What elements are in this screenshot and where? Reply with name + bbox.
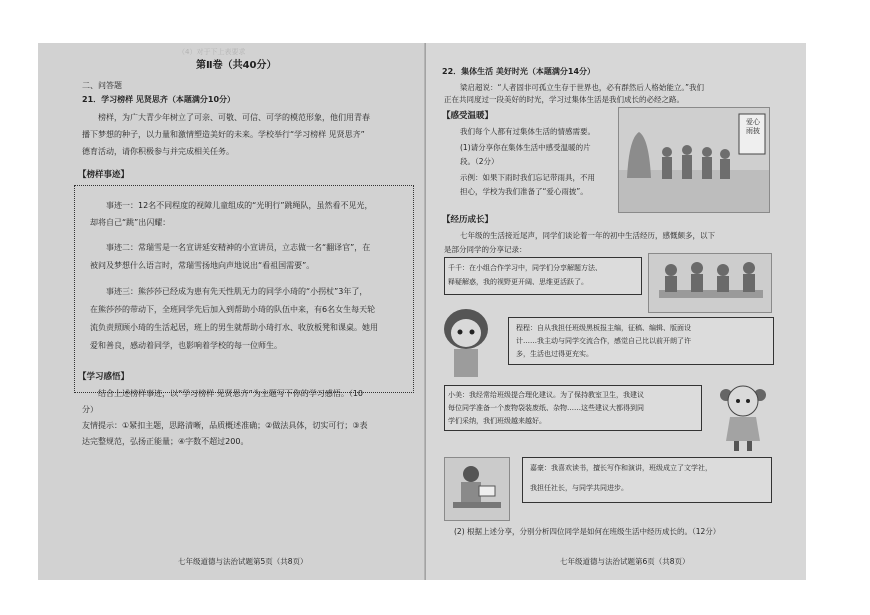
- pigtail-girl-drawing: [718, 379, 768, 453]
- part-title: 第Ⅱ卷（共40分）: [196, 60, 277, 71]
- deed-3-line: 流负责照顾小琦的生活起居，班上的男生就帮助小琦打水、收放板凳和课桌。她用: [90, 323, 378, 332]
- exam-sheet: [38, 43, 806, 580]
- example-line: 担心，学校为我们准备了“爱心雨披”。: [460, 187, 588, 196]
- faded-bleed-text: （4）对于下上表要求: [178, 48, 246, 56]
- deed-1-line: 却将自己“跳”出闪耀：: [90, 218, 171, 227]
- q22-heading: 22．集体生活 美好时光（本题满分14分）: [442, 67, 596, 76]
- quote-line: 正在共同度过一段美好的时光，学习过集体生活是我们成长的必经之路。: [444, 95, 684, 104]
- growth-section-title: 【经历成长】: [442, 215, 494, 225]
- deeds-section-title: 【榜样事迹】: [78, 170, 130, 180]
- page-footer: 七年级道德与法治试题第5页（共8页）: [178, 557, 308, 566]
- reading-boy-illustration: [444, 457, 510, 521]
- q21-heading: 21．学习榜样 见贤思齐（本题满分10分）: [82, 95, 236, 104]
- group-study-illustration: [648, 253, 772, 313]
- sub-question-1: (1)请分享你在集体生活中感受温暖的片: [460, 143, 591, 152]
- sub-question-2: (2) 根据上述分享，分别分析四位同学是如何在班级生活中经历成长的。（12分）: [454, 527, 721, 536]
- share-text: 多，生活也过得更充实。: [516, 350, 593, 358]
- sub-question-1: 段。（2分）: [460, 157, 499, 166]
- q21-intro-line: 播下梦想的种子，以力量和激情塑造美好的未来。学校举行“学习榜样 见贤思齐”: [82, 130, 365, 139]
- raincoat-sign: 爱心雨披: [746, 118, 760, 135]
- raincoat-illustration: [618, 107, 770, 213]
- warmth-line: 我们每个人都有过集体生活的情感需要。: [460, 127, 595, 136]
- group-study-drawing: [649, 254, 771, 312]
- deed-1-line: 事迹一：12名不同程度的视障儿童组成的“光明行”跳绳队，虽然看不见光，: [106, 201, 373, 210]
- deed-3-line: 事迹三：熊莎莎已经成为患有先天性肌无力的同学小琦的“小拐杖”3年了，: [106, 287, 368, 296]
- quote-line: 梁启超说：“人者固非可孤立生存于世界也，必有群然后人格始能立。”我们: [460, 83, 705, 92]
- q21-intro-line: 榜样，为广大青少年树立了可亲、可敬、可信、可学的模范形象，他们用青春: [98, 113, 370, 122]
- hint-line: 达完整规范，弘扬正能量；④字数不超过200。: [82, 437, 249, 446]
- deed-3-line: 在熊莎莎的带动下，全班同学先后加入到帮助小琦的队伍中来，有6名女生每天轮: [90, 305, 376, 314]
- share-text: 千千：在小组合作学习中，同学们分享解题方法、: [448, 264, 602, 272]
- deed-2-line: 被问及梦想什么语言时，常瑞雪扬地向声地说出“看祖国需要”。: [90, 261, 315, 270]
- learning-section-title: 【学习感悟】: [78, 372, 130, 382]
- share-text: 嘉豪：我喜欢读书，擅长写作和演讲，班级成立了文学社，: [530, 464, 712, 472]
- share-text: 每位同学准备一个废物袋装废纸、杂物……这些建议大都得到同: [448, 404, 644, 412]
- reading-boy-drawing: [445, 458, 509, 520]
- page-footer: 七年级道德与法治试题第6页（共8页）: [560, 557, 690, 566]
- exam-page-6: [426, 43, 806, 580]
- deed-2-line: 事迹二：常瑞雪是一名宣讲延安精神的小宣讲员，立志做一名“翻译官”，在: [106, 243, 371, 252]
- growth-line: 是部分同学的分享记录：: [444, 245, 527, 254]
- share-text: 小美：我经常给班级提合理化建议。为了保持教室卫生，我建议: [448, 391, 644, 399]
- girl-cartoon-drawing: [440, 305, 492, 383]
- task-line: 结合上述榜样事迹，以“学习榜样 见贤思齐”为主题写下你的学习感悟。（10: [98, 389, 364, 398]
- share-text: 释疑解惑，我的视野更开阔、思维更活跃了。: [448, 278, 588, 286]
- section-heading: 二、问答题: [82, 81, 122, 90]
- hint-line: 友情提示：①紧扣主题，思路清晰，品质概述准确；②做法具体，切实可行；③表: [82, 421, 368, 430]
- share-text: 计……我主动与同学交流合作，感觉自己比以前开朗了许: [516, 337, 691, 345]
- exam-page-5: [38, 43, 426, 580]
- q21-intro-line: 德育活动，请你积极参与并完成相关任务。: [82, 147, 234, 156]
- share-text: 我担任社长，与同学共同进步。: [530, 484, 628, 492]
- warmth-section-title: 【感受温暖】: [442, 111, 494, 121]
- example-line: 示例：如果下雨时我们忘记带雨具，不用: [460, 173, 595, 182]
- growth-line: 七年级的生活接近尾声，同学们谈论着一年的初中生活经历，感慨颇多，以下: [460, 231, 715, 240]
- pigtail-girl-illustration: [718, 379, 768, 453]
- deed-3-line: 爱和善良，感动着同学，也影响着学校的每一位师生。: [90, 341, 282, 350]
- girl-cartoon-illustration: [440, 305, 492, 383]
- share-text: 学们采纳，我们班级越来越好。: [448, 417, 546, 425]
- task-line: 分）: [82, 405, 98, 414]
- share-text: 程程：自从我担任班级黑板报主编，征稿、编辑、版面设: [516, 324, 691, 332]
